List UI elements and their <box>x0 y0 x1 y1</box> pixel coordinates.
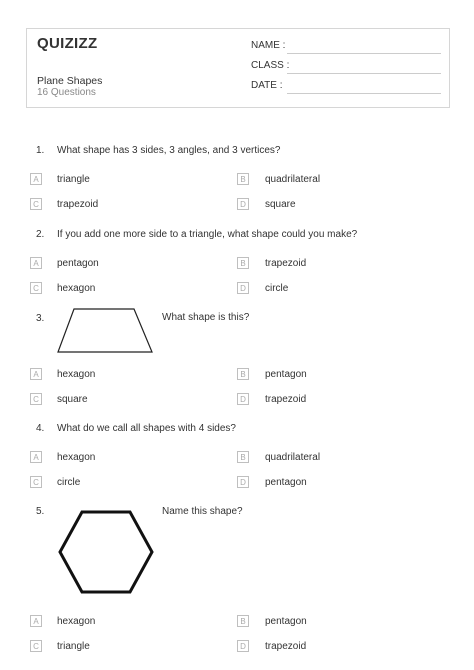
option-b-text: pentagon <box>265 616 307 627</box>
question-number: 5. <box>36 506 45 517</box>
option-b-box[interactable]: B <box>237 173 249 185</box>
option-c-box[interactable]: C <box>30 282 42 294</box>
option-d-box[interactable]: D <box>237 476 249 488</box>
trapezoid-image <box>54 306 156 356</box>
hexagon-image <box>56 508 156 596</box>
option-b-box[interactable]: B <box>237 368 249 380</box>
option-b-text: quadrilateral <box>265 452 321 463</box>
option-d-text: trapezoid <box>265 641 307 652</box>
option-c-text: circle <box>57 477 81 488</box>
option-c-box[interactable]: C <box>30 198 42 210</box>
class-line <box>287 73 441 74</box>
option-a-text: hexagon <box>57 616 96 627</box>
question-text: Name this shape? <box>162 506 243 517</box>
question-text: What shape is this? <box>162 312 250 323</box>
option-b-text: pentagon <box>265 369 307 380</box>
option-b-box[interactable]: B <box>237 451 249 463</box>
option-d-box[interactable]: D <box>237 282 249 294</box>
option-d-text: pentagon <box>265 477 307 488</box>
option-a-text: pentagon <box>57 258 99 269</box>
question-text: What shape has 3 sides, 3 angles, and 3 vertices? <box>57 145 281 156</box>
quizizz-logo: QUIZIZZ <box>37 35 98 52</box>
option-c-box[interactable]: C <box>30 476 42 488</box>
date-field[interactable] <box>251 80 441 94</box>
worksheet-title: Plane Shapes <box>37 75 103 87</box>
question-number: 4. <box>36 423 45 434</box>
name-label: NAME : <box>251 40 286 51</box>
option-c-text: triangle <box>57 641 90 652</box>
name-field[interactable] <box>251 40 441 54</box>
option-a-text: hexagon <box>57 369 96 380</box>
question-text: If you add one more side to a triangle, what shape could you make? <box>57 229 358 240</box>
class-label: CLASS : <box>251 60 290 71</box>
option-a-box[interactable]: A <box>30 615 42 627</box>
name-line <box>287 53 441 54</box>
question-count: 16 Questions <box>37 87 96 98</box>
worksheet-header <box>26 28 450 108</box>
date-label: DATE : <box>251 80 283 91</box>
option-a-box[interactable]: A <box>30 257 42 269</box>
option-d-text: square <box>265 199 296 210</box>
option-c-text: trapezoid <box>57 199 99 210</box>
option-b-text: trapezoid <box>265 258 307 269</box>
class-field[interactable] <box>251 60 441 74</box>
option-c-text: hexagon <box>57 283 96 294</box>
question-number: 1. <box>36 145 45 156</box>
option-a-box[interactable]: A <box>30 173 42 185</box>
option-b-box[interactable]: B <box>237 615 249 627</box>
option-d-box[interactable]: D <box>237 393 249 405</box>
option-a-box[interactable]: A <box>30 451 42 463</box>
option-c-text: square <box>57 394 88 405</box>
question-text: What do we call all shapes with 4 sides? <box>57 423 236 434</box>
question-number: 3. <box>36 313 45 324</box>
option-d-text: circle <box>265 283 289 294</box>
option-d-box[interactable]: D <box>237 640 249 652</box>
option-a-text: triangle <box>57 174 90 185</box>
option-d-text: trapezoid <box>265 394 307 405</box>
option-c-box[interactable]: C <box>30 393 42 405</box>
option-b-box[interactable]: B <box>237 257 249 269</box>
option-a-box[interactable]: A <box>30 368 42 380</box>
option-a-text: hexagon <box>57 452 96 463</box>
option-d-box[interactable]: D <box>237 198 249 210</box>
option-c-box[interactable]: C <box>30 640 42 652</box>
date-line <box>287 93 441 94</box>
option-b-text: quadrilateral <box>265 174 321 185</box>
question-number: 2. <box>36 229 45 240</box>
